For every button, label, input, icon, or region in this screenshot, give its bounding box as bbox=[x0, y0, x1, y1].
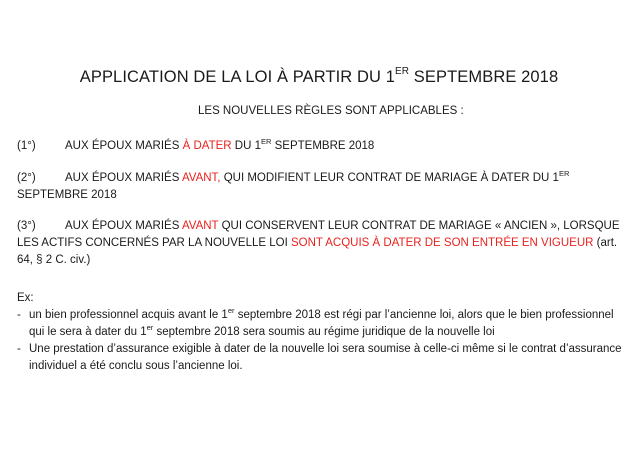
rule-3-text-3: (art. 64, § 2 C. civ.) bbox=[17, 237, 618, 266]
examples-label: Ex: bbox=[17, 292, 34, 304]
example-item-1 bbox=[17, 307, 623, 341]
rule-3 bbox=[17, 218, 623, 269]
rule-1-text: AUX ÉPOUX MARIÉS bbox=[65, 140, 183, 152]
rule-1-number: (1°) bbox=[17, 140, 36, 152]
example-1-part-a: un bien professionnel acquis avant le 1 bbox=[29, 309, 228, 321]
rule-2-text-2: QUI MODIFIENT LEUR CONTRAT DE MARIAGE À DATER DU 1 bbox=[220, 172, 559, 184]
rule-2-superscript: ER bbox=[558, 169, 570, 178]
rule-2-text-3: SEPTEMBRE 2018 bbox=[17, 189, 117, 201]
rule-1-text-3: SEPTEMBRE 2018 bbox=[271, 140, 375, 152]
bullet-dash: - bbox=[17, 343, 21, 355]
example-1-superscript-2: er bbox=[146, 323, 154, 332]
rule-3-text: AUX ÉPOUX MARIÉS bbox=[65, 220, 182, 232]
rule-2-highlight: AVANT, bbox=[181, 172, 221, 184]
subtitle: LES NOUVELLES RÈGLES SONT APPLICABLES : bbox=[198, 105, 464, 117]
bullet-dash: - bbox=[17, 309, 21, 321]
rule-1 bbox=[17, 138, 623, 155]
example-1-part-c: septembre 2018 sera soumis au régime juridique de la nouvelle loi bbox=[153, 326, 495, 338]
rule-3-highlight-2: SONT ACQUIS À DATER DE SON ENTRÉE EN VIGUEUR bbox=[290, 237, 594, 249]
rule-3-number: (3°) bbox=[17, 220, 36, 232]
slide-title bbox=[0, 68, 638, 87]
title-text: APPLICATION DE LA LOI À PARTIR DU 1 bbox=[79, 68, 395, 86]
example-1-part-b: septembre 2018 est régi par l’ancienne loi, alors que le bien professionnel qui le sera à dater du 1 bbox=[29, 309, 614, 338]
rule-2 bbox=[17, 170, 623, 204]
example-item-2-text: Une prestation d’assurance exigible à dater de la nouvelle loi sera soumise à celle-ci même si le contrat d’assurance individuel a été conclu sous l’ancienne loi. bbox=[29, 343, 622, 372]
title-superscript: ER bbox=[395, 66, 410, 77]
example-1-superscript-1: er bbox=[227, 306, 235, 315]
examples bbox=[17, 290, 623, 375]
example-item-2 bbox=[17, 341, 623, 375]
rule-2-text: AUX ÉPOUX MARIÉS bbox=[65, 172, 182, 184]
rule-1-text-2: DU 1 bbox=[231, 140, 261, 152]
rule-1-highlight: À DATER bbox=[182, 140, 232, 152]
rule-3-highlight: AVANT bbox=[181, 220, 219, 232]
rule-2-number: (2°) bbox=[17, 172, 36, 184]
rule-1-superscript: ER bbox=[261, 137, 272, 146]
title-text-end: SEPTEMBRE 2018 bbox=[409, 68, 559, 86]
example-item-1-text bbox=[29, 307, 623, 341]
rule-3-text-2: QUI CONSERVENT LEUR CONTRAT DE MARIAGE « ANCIEN », LORSQUE LES ACTIFS CONCERNÉS PAR LA NOUVELLE LOI bbox=[17, 220, 620, 249]
